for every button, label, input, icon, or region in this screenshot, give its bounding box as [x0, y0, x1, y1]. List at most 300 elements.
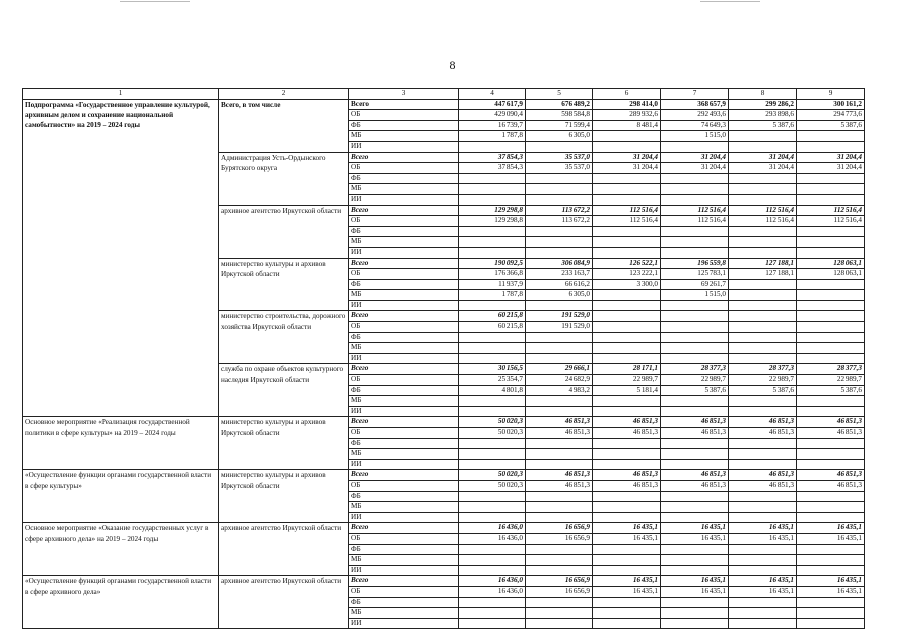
amount-cell: 31 204,4	[661, 152, 729, 163]
amount-cell: 22 989,7	[661, 375, 729, 386]
amount-cell	[729, 247, 797, 258]
amount-cell	[526, 502, 593, 513]
funding-source: ИИ	[349, 565, 459, 576]
amount-cell	[459, 343, 526, 354]
amount-cell	[797, 131, 865, 142]
amount-cell: 46 851,3	[729, 428, 797, 439]
program-name: «Осуществление функции органами государственной власти в сфере культуры»	[23, 470, 219, 523]
amount-cell: 46 851,3	[797, 480, 865, 491]
amount-cell: 29 666,1	[526, 364, 593, 375]
amount-cell: 46 851,3	[661, 470, 729, 481]
column-header: 6	[593, 89, 661, 100]
amount-cell: 35 537,0	[526, 163, 593, 174]
amount-cell: 46 851,3	[593, 480, 661, 491]
amount-cell	[526, 608, 593, 619]
amount-cell	[459, 194, 526, 205]
amount-cell	[593, 353, 661, 364]
amount-cell	[661, 491, 729, 502]
amount-cell	[593, 300, 661, 311]
amount-cell: 46 851,3	[593, 470, 661, 481]
amount-cell: 306 084,9	[526, 258, 593, 269]
column-header: 5	[526, 89, 593, 100]
amount-cell	[526, 173, 593, 184]
amount-cell	[797, 608, 865, 619]
amount-cell: 37 854,3	[459, 163, 526, 174]
amount-cell	[593, 173, 661, 184]
funding-source: ОБ	[349, 216, 459, 227]
amount-cell: 16 656,9	[526, 533, 593, 544]
amount-cell	[729, 173, 797, 184]
amount-cell	[593, 290, 661, 301]
amount-cell	[797, 173, 865, 184]
executor-name: Всего, в том числе	[219, 99, 349, 152]
amount-cell	[526, 512, 593, 523]
amount-cell: 16 436,0	[459, 533, 526, 544]
funding-source: МБ	[349, 343, 459, 354]
amount-cell: 46 851,3	[593, 428, 661, 439]
amount-cell	[459, 449, 526, 460]
amount-cell: 31 204,4	[797, 152, 865, 163]
amount-cell: 5 387,6	[661, 385, 729, 396]
amount-cell	[593, 502, 661, 513]
executor-name: архивное агентство Иркутской области	[219, 205, 349, 258]
amount-cell	[593, 491, 661, 502]
amount-cell: 113 672,2	[526, 216, 593, 227]
amount-cell	[661, 512, 729, 523]
amount-cell: 16 435,1	[593, 586, 661, 597]
amount-cell	[797, 491, 865, 502]
amount-cell	[526, 544, 593, 555]
amount-cell: 16 435,1	[661, 586, 729, 597]
funding-source: МБ	[349, 608, 459, 619]
amount-cell	[661, 343, 729, 354]
amount-cell: 31 204,4	[661, 163, 729, 174]
amount-cell	[459, 512, 526, 523]
amount-cell	[661, 449, 729, 460]
amount-cell	[661, 322, 729, 333]
amount-cell	[459, 459, 526, 470]
amount-cell: 31 204,4	[797, 163, 865, 174]
amount-cell	[526, 565, 593, 576]
amount-cell: 16 435,1	[729, 586, 797, 597]
amount-cell: 112 516,4	[593, 216, 661, 227]
amount-cell	[661, 618, 729, 629]
funding-source: Всего	[349, 152, 459, 163]
amount-cell	[593, 512, 661, 523]
amount-cell	[661, 300, 729, 311]
amount-cell	[526, 491, 593, 502]
amount-cell	[526, 247, 593, 258]
amount-cell	[729, 141, 797, 152]
amount-cell	[797, 544, 865, 555]
amount-cell	[797, 332, 865, 343]
amount-cell	[729, 396, 797, 407]
amount-cell: 1 787,8	[459, 290, 526, 301]
amount-cell	[797, 353, 865, 364]
amount-cell: 1 515,0	[661, 131, 729, 142]
amount-cell: 112 516,4	[661, 205, 729, 216]
amount-cell: 292 493,6	[661, 110, 729, 121]
amount-cell	[593, 608, 661, 619]
amount-cell: 16 435,1	[661, 533, 729, 544]
funding-source: Всего	[349, 258, 459, 269]
funding-source: ФБ	[349, 385, 459, 396]
amount-cell: 176 366,8	[459, 269, 526, 280]
amount-cell	[661, 502, 729, 513]
amount-cell: 127 188,1	[729, 269, 797, 280]
amount-cell: 16 435,1	[661, 523, 729, 534]
amount-cell	[526, 597, 593, 608]
amount-cell	[526, 141, 593, 152]
amount-cell	[459, 491, 526, 502]
amount-cell: 46 851,3	[526, 470, 593, 481]
amount-cell	[459, 597, 526, 608]
amount-cell	[593, 237, 661, 248]
amount-cell: 1 787,8	[459, 131, 526, 142]
amount-cell	[797, 396, 865, 407]
program-name: Основное мероприятие «Оказание государственных услуг в сфере архивного дела» на 2019 – 2024 годы	[23, 523, 219, 576]
amount-cell: 46 851,3	[526, 428, 593, 439]
amount-cell	[459, 608, 526, 619]
amount-cell: 50 020,3	[459, 428, 526, 439]
amount-cell	[797, 449, 865, 460]
amount-cell: 16 436,0	[459, 576, 526, 587]
amount-cell: 16 435,1	[729, 576, 797, 587]
amount-cell: 31 204,4	[729, 152, 797, 163]
amount-cell	[526, 332, 593, 343]
funding-source: МБ	[349, 396, 459, 407]
amount-cell: 22 989,7	[797, 375, 865, 386]
amount-cell: 5 387,6	[729, 120, 797, 131]
amount-cell: 66 616,2	[526, 279, 593, 290]
amount-cell: 5 181,4	[593, 385, 661, 396]
amount-cell: 16 435,1	[661, 576, 729, 587]
amount-cell	[729, 406, 797, 417]
funding-source: ИИ	[349, 406, 459, 417]
executor-name: министерство культуры и архивов Иркутской области	[219, 258, 349, 311]
funding-source: Всего	[349, 470, 459, 481]
amount-cell	[526, 194, 593, 205]
amount-cell	[661, 555, 729, 566]
amount-cell: 16 656,9	[526, 586, 593, 597]
amount-cell	[729, 353, 797, 364]
scan-artifact-line	[700, 1, 760, 2]
amount-cell: 46 851,3	[526, 417, 593, 428]
amount-cell	[729, 597, 797, 608]
amount-cell	[526, 343, 593, 354]
amount-cell	[593, 406, 661, 417]
amount-cell: 16 435,1	[797, 523, 865, 534]
program-name: Основное мероприятие «Реализация государственной политики в сфере культуры» на 2019 – 2024 годы	[23, 417, 219, 470]
program-name: Подпрограмма «Государственное управление культурой, архивным делом и сохранение национальной самобытности» на 2019 – 2024 годы	[23, 99, 219, 417]
amount-cell	[593, 555, 661, 566]
amount-cell	[729, 226, 797, 237]
amount-cell: 16 435,1	[593, 576, 661, 587]
amount-cell	[661, 438, 729, 449]
funding-source: Всего	[349, 99, 459, 110]
amount-cell: 112 516,4	[593, 205, 661, 216]
amount-cell: 5 387,6	[797, 385, 865, 396]
amount-cell: 190 092,5	[459, 258, 526, 269]
amount-cell: 191 529,0	[526, 311, 593, 322]
amount-cell: 28 377,3	[661, 364, 729, 375]
amount-cell	[661, 184, 729, 195]
amount-cell: 4 801,8	[459, 385, 526, 396]
amount-cell	[459, 226, 526, 237]
amount-cell: 128 063,1	[797, 258, 865, 269]
amount-cell: 60 215,8	[459, 322, 526, 333]
amount-cell	[729, 184, 797, 195]
amount-cell: 16 435,1	[797, 533, 865, 544]
amount-cell: 5 387,6	[729, 385, 797, 396]
amount-cell: 8 481,4	[593, 120, 661, 131]
amount-cell: 46 851,3	[797, 470, 865, 481]
column-header: 1	[23, 89, 219, 100]
column-header: 3	[349, 89, 459, 100]
funding-source: ФБ	[349, 332, 459, 343]
amount-cell	[797, 512, 865, 523]
amount-cell: 196 559,8	[661, 258, 729, 269]
executor-name: архивное агентство Иркутской области	[219, 576, 349, 629]
funding-source: Всего	[349, 523, 459, 534]
amount-cell: 16 436,0	[459, 586, 526, 597]
funding-source: ФБ	[349, 491, 459, 502]
amount-cell	[526, 226, 593, 237]
amount-cell	[526, 618, 593, 629]
amount-cell	[459, 237, 526, 248]
amount-cell	[729, 322, 797, 333]
amount-cell	[526, 300, 593, 311]
amount-cell	[593, 396, 661, 407]
amount-cell	[661, 608, 729, 619]
table-row	[23, 576, 865, 587]
funding-source: ИИ	[349, 247, 459, 258]
amount-cell: 16 436,0	[459, 523, 526, 534]
column-header: 8	[729, 89, 797, 100]
amount-cell	[459, 184, 526, 195]
amount-cell	[459, 332, 526, 343]
amount-cell	[661, 565, 729, 576]
amount-cell: 31 204,4	[593, 152, 661, 163]
amount-cell: 50 020,3	[459, 417, 526, 428]
funding-source: ИИ	[349, 353, 459, 364]
funding-source: ФБ	[349, 438, 459, 449]
funding-source: Всего	[349, 311, 459, 322]
amount-cell	[729, 290, 797, 301]
amount-cell	[661, 332, 729, 343]
amount-cell: 112 516,4	[661, 216, 729, 227]
amount-cell	[729, 491, 797, 502]
funding-source: МБ	[349, 502, 459, 513]
amount-cell: 1 515,0	[661, 290, 729, 301]
executor-name: архивное агентство Иркутской области	[219, 523, 349, 576]
amount-cell	[661, 406, 729, 417]
amount-cell	[729, 449, 797, 460]
scan-artifact-line	[120, 1, 190, 2]
amount-cell: 125 783,1	[661, 269, 729, 280]
amount-cell: 6 305,0	[526, 290, 593, 301]
amount-cell	[459, 406, 526, 417]
amount-cell	[459, 300, 526, 311]
executor-name: служба по охране объектов культурного наследия Иркутской области	[219, 364, 349, 417]
amount-cell: 447 617,9	[459, 99, 526, 110]
funding-source: Всего	[349, 364, 459, 375]
funding-source: ОБ	[349, 428, 459, 439]
funding-source: МБ	[349, 449, 459, 460]
funding-source: ФБ	[349, 597, 459, 608]
amount-cell: 28 377,3	[729, 364, 797, 375]
amount-cell: 74 649,3	[661, 120, 729, 131]
amount-cell	[797, 300, 865, 311]
amount-cell	[797, 343, 865, 354]
amount-cell	[593, 247, 661, 258]
amount-cell: 112 516,4	[729, 216, 797, 227]
funding-source: Всего	[349, 576, 459, 587]
amount-cell	[797, 194, 865, 205]
table-row	[23, 417, 865, 428]
funding-source: ИИ	[349, 141, 459, 152]
amount-cell	[593, 544, 661, 555]
amount-cell	[459, 353, 526, 364]
amount-cell: 46 851,3	[661, 480, 729, 491]
amount-cell: 50 020,3	[459, 470, 526, 481]
amount-cell: 233 163,7	[526, 269, 593, 280]
amount-cell: 16 435,1	[593, 533, 661, 544]
budget-table	[22, 88, 865, 629]
funding-source: ОБ	[349, 163, 459, 174]
amount-cell	[797, 322, 865, 333]
amount-cell: 46 851,3	[797, 428, 865, 439]
amount-cell: 298 414,0	[593, 99, 661, 110]
amount-cell	[729, 131, 797, 142]
funding-source: ОБ	[349, 322, 459, 333]
funding-source: МБ	[349, 290, 459, 301]
amount-cell	[797, 184, 865, 195]
amount-cell	[459, 438, 526, 449]
amount-cell: 46 851,3	[526, 480, 593, 491]
amount-cell	[593, 618, 661, 629]
amount-cell: 676 489,2	[526, 99, 593, 110]
amount-cell: 69 261,7	[661, 279, 729, 290]
funding-source: ФБ	[349, 544, 459, 555]
amount-cell: 129 298,8	[459, 216, 526, 227]
amount-cell	[797, 502, 865, 513]
amount-cell: 46 851,3	[661, 428, 729, 439]
funding-source: ОБ	[349, 110, 459, 121]
amount-cell	[661, 226, 729, 237]
amount-cell: 16 435,1	[593, 523, 661, 534]
amount-cell	[526, 406, 593, 417]
amount-cell	[729, 544, 797, 555]
amount-cell: 299 286,2	[729, 99, 797, 110]
amount-cell: 368 657,9	[661, 99, 729, 110]
amount-cell	[593, 184, 661, 195]
amount-cell	[593, 449, 661, 460]
amount-cell: 598 584,8	[526, 110, 593, 121]
amount-cell	[526, 184, 593, 195]
amount-cell: 31 204,4	[593, 163, 661, 174]
amount-cell	[729, 332, 797, 343]
amount-cell	[729, 343, 797, 354]
funding-source: ИИ	[349, 300, 459, 311]
amount-cell: 129 298,8	[459, 205, 526, 216]
amount-cell	[797, 618, 865, 629]
amount-cell	[797, 459, 865, 470]
funding-source: ФБ	[349, 120, 459, 131]
table-header-row	[23, 89, 865, 100]
amount-cell	[459, 247, 526, 258]
amount-cell: 46 851,3	[729, 417, 797, 428]
funding-source: ФБ	[349, 173, 459, 184]
amount-cell	[526, 396, 593, 407]
amount-cell	[593, 322, 661, 333]
amount-cell	[797, 237, 865, 248]
amount-cell	[459, 544, 526, 555]
amount-cell: 28 377,3	[797, 364, 865, 375]
amount-cell: 5 387,6	[797, 120, 865, 131]
amount-cell	[459, 565, 526, 576]
amount-cell: 429 090,4	[459, 110, 526, 121]
amount-cell	[729, 618, 797, 629]
table-row	[23, 99, 865, 110]
amount-cell	[661, 141, 729, 152]
amount-cell	[797, 290, 865, 301]
amount-cell	[729, 194, 797, 205]
amount-cell: 6 305,0	[526, 131, 593, 142]
amount-cell	[459, 141, 526, 152]
amount-cell	[797, 565, 865, 576]
amount-cell: 60 215,8	[459, 311, 526, 322]
amount-cell	[729, 311, 797, 322]
amount-cell	[729, 279, 797, 290]
amount-cell: 300 161,2	[797, 99, 865, 110]
amount-cell	[459, 173, 526, 184]
funding-source: ОБ	[349, 269, 459, 280]
funding-source: ФБ	[349, 279, 459, 290]
funding-source: МБ	[349, 555, 459, 566]
amount-cell: 289 932,6	[593, 110, 661, 121]
amount-cell: 16 435,1	[729, 523, 797, 534]
amount-cell	[459, 396, 526, 407]
amount-cell	[729, 555, 797, 566]
amount-cell	[797, 406, 865, 417]
amount-cell	[526, 449, 593, 460]
amount-cell	[661, 173, 729, 184]
amount-cell	[661, 544, 729, 555]
amount-cell: 50 020,3	[459, 480, 526, 491]
amount-cell	[729, 502, 797, 513]
amount-cell: 293 898,6	[729, 110, 797, 121]
funding-source: ИИ	[349, 194, 459, 205]
amount-cell	[593, 194, 661, 205]
amount-cell	[593, 565, 661, 576]
amount-cell	[593, 131, 661, 142]
funding-source: МБ	[349, 131, 459, 142]
amount-cell: 28 171,1	[593, 364, 661, 375]
amount-cell	[661, 459, 729, 470]
amount-cell	[661, 247, 729, 258]
amount-cell: 126 522,1	[593, 258, 661, 269]
funding-source: ИИ	[349, 512, 459, 523]
amount-cell	[661, 194, 729, 205]
amount-cell	[797, 226, 865, 237]
amount-cell: 16 739,7	[459, 120, 526, 131]
amount-cell	[797, 141, 865, 152]
funding-source: ОБ	[349, 375, 459, 386]
amount-cell: 37 854,3	[459, 152, 526, 163]
amount-cell: 16 435,1	[797, 576, 865, 587]
funding-source: МБ	[349, 237, 459, 248]
